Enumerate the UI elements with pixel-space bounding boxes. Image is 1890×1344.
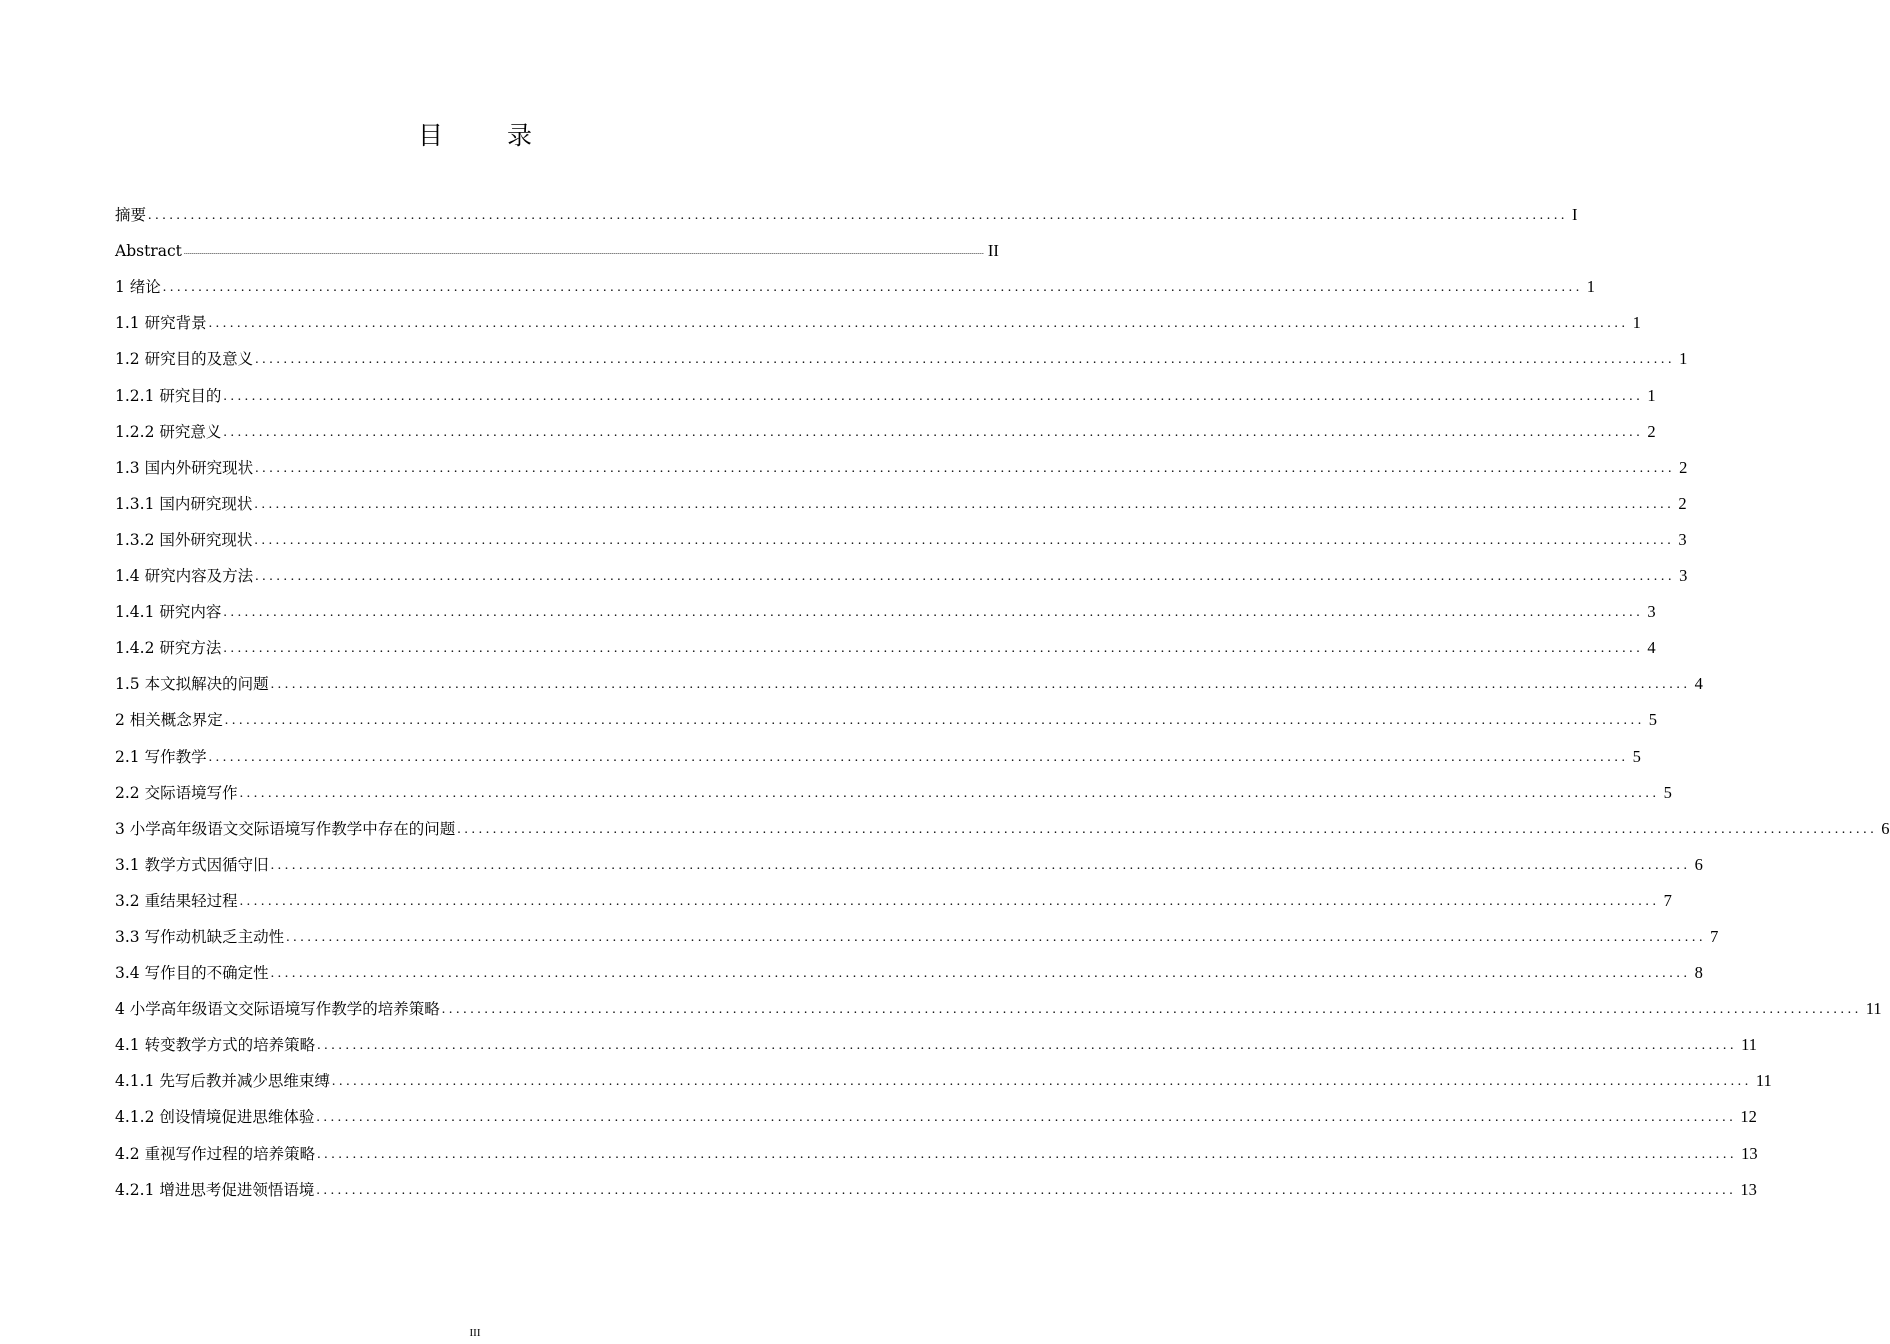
toc-entry-label: 4 小学高年级语文交际语境写作教学的培养策略 — [115, 1000, 440, 1019]
toc-entry-label: 1.4.1 研究内容 — [115, 603, 222, 622]
toc-entry-label: 2 相关概念界定 — [115, 711, 223, 730]
toc-entry-page-number: 11 — [1755, 1071, 1772, 1091]
toc-entry-page-number: 1 — [1632, 313, 1641, 333]
page-title: 目 录 — [418, 121, 560, 150]
toc-entry-page-number: II — [987, 241, 999, 261]
toc-dot-leader: ........................................................................................................................................................................................................ — [317, 1038, 1738, 1054]
toc-entry[interactable] — [115, 701, 1658, 737]
toc-dot-leader: ........................................................................................................................................................................................................ — [316, 1110, 1737, 1126]
toc-entry-label: 4.1.1 先写后教并减少思维束缚 — [115, 1072, 330, 1091]
toc-entry-label: 1.2 研究目的及意义 — [115, 350, 254, 369]
toc-entry[interactable] — [115, 1098, 1757, 1134]
toc-entry-page-number: 6 — [1881, 818, 1890, 838]
toc-entry-label: 3.1 教学方式因循守旧 — [115, 855, 269, 874]
toc-dot-leader: ........................................................................................................................................................................................................ — [255, 460, 1676, 476]
toc-entry[interactable] — [115, 196, 1578, 232]
toc-entry-page-number: I — [1572, 205, 1578, 225]
toc-entry-label: 4.2.1 增进思考促进领悟语境 — [115, 1180, 315, 1199]
toc-dot-leader: ........................................................................................................................................................................................................ — [254, 532, 1675, 548]
toc-entry[interactable] — [115, 376, 1656, 412]
toc-entry-page-number: 6 — [1694, 854, 1703, 874]
toc-dot-leader: ........................................................................................................................................................................................................ — [239, 785, 1660, 801]
toc-dot-leader: ........................................................................................................................................................................................................ — [223, 605, 1644, 621]
toc-entry[interactable] — [115, 449, 1688, 485]
toc-dot-leader: ........................................................................................................................................................................................................ — [208, 316, 1629, 332]
toc-entry[interactable] — [115, 304, 1641, 340]
toc-entry[interactable] — [115, 665, 1703, 701]
toc-entry-label: 1.4 研究内容及方法 — [115, 567, 254, 586]
toc-dot-leader: ........................................................................................................................................................................................................ — [317, 1146, 1738, 1162]
toc-entry[interactable] — [115, 1134, 1758, 1170]
toc-entry-page-number: 12 — [1740, 1107, 1757, 1127]
toc-entry[interactable] — [115, 1026, 1757, 1062]
toc-entry[interactable] — [115, 737, 1641, 773]
toc-entry-label: 1.5 本文拟解决的问题 — [115, 675, 269, 694]
toc-entry-label: Abstract — [115, 242, 182, 261]
toc-entry-page-number: 7 — [1710, 926, 1719, 946]
toc-entry-label: 1.2.1 研究目的 — [115, 386, 222, 405]
toc-entry-page-number: 5 — [1648, 710, 1658, 730]
toc-dot-leader: ........................................................................................................................................................................................................ — [270, 966, 1691, 982]
toc-entry-label: 摘要 — [115, 206, 147, 225]
toc-entry[interactable] — [115, 954, 1703, 990]
toc-entry-label: 1.3.1 国内研究现状 — [115, 494, 253, 513]
toc-entry-page-number: 2 — [1678, 493, 1687, 513]
toc-entry[interactable] — [115, 232, 999, 268]
toc-entry-label: 2.2 交际语境写作 — [115, 783, 238, 802]
toc-entry-page-number: 2 — [1679, 457, 1688, 477]
toc-dot-leader: ........................................................................................................................................................................................................ — [223, 424, 1644, 440]
toc-entry-page-number: 11 — [1865, 999, 1882, 1019]
toc-entry-page-number: 13 — [1741, 1143, 1758, 1163]
toc-entry[interactable] — [115, 918, 1719, 954]
toc-entry-label: 4.2 重视写作过程的培养策略 — [115, 1144, 316, 1163]
toc-entry-label: 3 小学高年级语文交际语境写作教学中存在的问题 — [115, 819, 456, 838]
toc-entry-page-number: 1 — [1586, 277, 1596, 297]
toc-entry[interactable] — [115, 810, 1890, 846]
table-of-contents — [115, 196, 1890, 1207]
toc-dot-leader: ........................................................................................................................................................................................................ — [254, 496, 1675, 512]
toc-entry-label: 3.3 写作动机缺乏主动性 — [115, 927, 285, 946]
toc-entry-label: 1.3.2 国外研究现状 — [115, 530, 253, 549]
toc-dot-leader: ........................................................................................................................................................................................................ — [270, 677, 1691, 693]
footer-page-number: III — [469, 1327, 481, 1339]
toc-entry-page-number: 3 — [1679, 566, 1688, 586]
toc-entry-page-number: 2 — [1647, 421, 1656, 441]
toc-entry[interactable] — [115, 1171, 1757, 1207]
toc-entry[interactable] — [115, 557, 1688, 593]
toc-entry[interactable] — [115, 990, 1882, 1026]
toc-dot-leader: ........................................................................................................................................................................................................ — [331, 1074, 1752, 1090]
toc-dot-leader: ........................................................................................................................................................................................................ — [148, 208, 1569, 224]
toc-entry-page-number: 5 — [1632, 746, 1641, 766]
toc-entry-page-number: 13 — [1740, 1179, 1757, 1199]
toc-entry[interactable] — [115, 340, 1688, 376]
toc-dot-leader: ........................................................................................................................................................................................................ — [255, 352, 1676, 368]
toc-entry-page-number: 8 — [1694, 963, 1703, 983]
toc-dot-leader: ........................................................................................................................................................................................................ — [441, 1002, 1862, 1018]
toc-dot-leader: ........................................................................................................................................................................................................ — [457, 821, 1878, 837]
toc-dot-leader: ........................................................................................................................................................................................................ — [208, 749, 1629, 765]
toc-entry-page-number: 1 — [1679, 349, 1688, 369]
toc-dot-leader: ........................................................................................................................................................................................................ — [162, 280, 1583, 296]
toc-dot-leader: ........................................................................................................................................................................................................ — [255, 569, 1676, 585]
toc-entry-label: 1.4.2 研究方法 — [115, 639, 222, 658]
toc-entry-page-number: 4 — [1647, 638, 1656, 658]
toc-entry-label: 2.1 写作教学 — [115, 747, 207, 766]
toc-entry[interactable] — [115, 521, 1687, 557]
toc-entry-label: 1.2.2 研究意义 — [115, 422, 222, 441]
toc-entry[interactable] — [115, 629, 1656, 665]
toc-entry-label: 1 绪论 — [115, 278, 161, 297]
toc-entry-label: 4.1.2 创设情境促进思维体验 — [115, 1108, 315, 1127]
toc-entry[interactable] — [115, 882, 1672, 918]
toc-dot-leader: ........................................................................................................................................................................................................ — [239, 893, 1660, 909]
toc-entry-page-number: 3 — [1678, 529, 1687, 549]
toc-entry-page-number: 11 — [1741, 1035, 1757, 1055]
toc-entry-label: 1.1 研究背景 — [115, 314, 207, 333]
toc-entry-page-number: 4 — [1694, 674, 1703, 694]
toc-entry-page-number: 3 — [1647, 602, 1656, 622]
toc-dot-leader: ................................................................................................................................................................................................................................................................................................................................................................................................................ — [183, 247, 984, 257]
toc-dot-leader: ........................................................................................................................................................................................................ — [224, 713, 1645, 729]
toc-entry-page-number: 1 — [1647, 385, 1656, 405]
toc-entry-label: 3.4 写作目的不确定性 — [115, 964, 269, 983]
toc-entry[interactable] — [115, 846, 1703, 882]
toc-dot-leader: ........................................................................................................................................................................................................ — [223, 641, 1644, 657]
toc-entry-label: 3.2 重结果轻过程 — [115, 891, 238, 910]
toc-entry[interactable] — [115, 1062, 1772, 1098]
toc-entry[interactable] — [115, 413, 1656, 449]
toc-entry-label: 4.1 转变教学方式的培养策略 — [115, 1036, 316, 1055]
toc-entry-label: 1.3 国内外研究现状 — [115, 458, 254, 477]
toc-entry[interactable] — [115, 593, 1656, 629]
toc-entry[interactable] — [115, 268, 1596, 304]
toc-dot-leader: ........................................................................................................................................................................................................ — [270, 857, 1691, 873]
toc-entry[interactable] — [115, 485, 1687, 521]
toc-entry-page-number: 5 — [1663, 782, 1672, 802]
toc-dot-leader: ........................................................................................................................................................................................................ — [316, 1182, 1737, 1198]
toc-entry[interactable] — [115, 774, 1672, 810]
toc-dot-leader: ........................................................................................................................................................................................................ — [223, 388, 1644, 404]
toc-dot-leader: ........................................................................................................................................................................................................ — [286, 929, 1707, 945]
toc-entry-page-number: 7 — [1663, 890, 1672, 910]
